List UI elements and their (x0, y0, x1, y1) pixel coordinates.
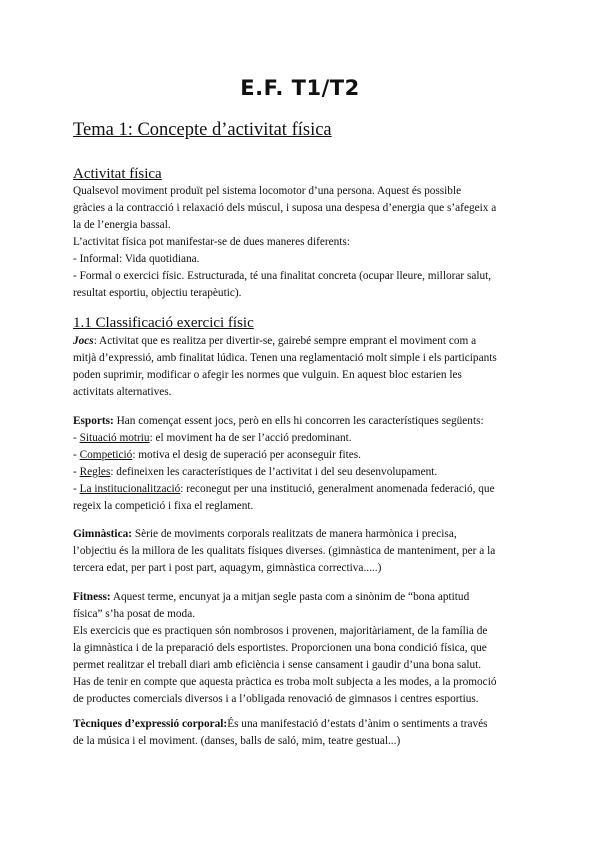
text-line: física” s’ha posat de moda. (73, 608, 196, 620)
list-item-text: : defineixen les característiques de l’activitat i del seu desenvolupament. (110, 466, 438, 478)
fitness-paragraph (73, 589, 533, 708)
text-line: Has de tenir en compte que aquesta pràctica es troba molt subjecta a les modes, a la promoció (73, 676, 497, 688)
document-title: E.F. T1/T2 (240, 76, 360, 100)
list-item-term: Regles (79, 466, 111, 478)
text-line: Els exercicis que es practiquen són nombrosos i provenen, majoritàriament, de la família de (73, 625, 488, 637)
list-item-text: : motiva el desig de superació per aconseguir fites. (132, 449, 361, 461)
text-line: L’activitat física pot manifestar-se de dues maneres diferents: (73, 236, 350, 248)
gimnastica-paragraph (73, 526, 533, 577)
text-line: la de l’energia bassal. (73, 219, 171, 231)
esports-first-line: Han començat essent jocs, però en ells hi concorren les característiques següents: (113, 415, 484, 427)
topic-heading: Tema 1: Concepte d’activitat física (73, 120, 332, 140)
list-item-term: Competició (79, 449, 133, 461)
gimnastica-first-line: Sèrie de moviments corporals realitzats de manera harmònica i precisa, (132, 528, 457, 540)
text-line: poden suprimir, modificar o afegir les normes que vulguin. En aquest bloc estarien les (73, 369, 462, 381)
text-line: de productes comercials diversos i a l’obligada renovació de gimnasos i centres esportius. (73, 693, 479, 705)
text-line: Qualsevol moviment produït pel sistema locomotor d’una persona. Aquest és possible (73, 185, 462, 197)
jocs-paragraph (73, 333, 533, 401)
text-line: l’objectiu és la millora de les qualitats físiques diverses. (gimnàstica de manteniment, per a la (73, 545, 496, 557)
activitat-paragraph (73, 183, 533, 302)
list-item-term: La institucionalització (79, 483, 181, 495)
text-line: permet realitzar el treball diari amb eficiència i sense cansament i gaudir d’una bona salut. (73, 659, 482, 671)
fitness-first-line: Aquest terme, encunyat ja a mitjan segle pasta com a sinònim de “bona aptitud (110, 591, 470, 603)
list-item-text: : reconegut per una institució, generalment anomenada federació, que (180, 483, 495, 495)
text-line: mitjà d’expressió, amb finalitat lúdica. Tenen una reglamentació molt simple i els participants (73, 352, 497, 364)
text-line: resultat esportiu, objectiu terapèutic). (73, 287, 242, 299)
jocs-term: Jocs (73, 335, 94, 347)
text-line: gràcies a la contracció i relaxació dels múscul, i suposa una despesa d’energia que s’afegeix a (73, 202, 497, 214)
tecniques-paragraph (73, 716, 533, 750)
fitness-term: Fitness: (73, 591, 111, 603)
text-line: - Informal: Vida quotidiana. (73, 253, 200, 265)
jocs-first-line: : Activitat que es realitza per divertir-se, gairebé sempre emprant el moviment com a (93, 335, 477, 347)
list-item-term: Situació motriu (79, 432, 150, 444)
esports-paragraph: Esports: Han començat essent jocs, però en ells hi concorren les característiques següents: - Situació motriu: el moviment ha de ser l’acció predominant. - Competició: motiva el desig de superació per aconseguir fites. - Regles: defineixen les característiques de l’activitat i del seu desenvolupament. - La institucionalització: reconegut per una institució, generalment anomenada federació, que regeix la competició i fixa el reglament. (73, 413, 533, 515)
section-heading-activitat: Activitat física (73, 166, 162, 182)
text-line: - Formal o exercici físic. Estructurada, té una finalitat concreta (ocupar lleure, millorar salut, (73, 270, 492, 282)
text-line: de la música i el moviment. (danses, balls de saló, mim, teatre gestual...) (73, 735, 401, 747)
tecniques-term: Tècniques d’expressió corporal: (73, 718, 228, 730)
text-line: regeix la competició i fixa el reglament. (73, 500, 254, 512)
text-line: tercera edat, per part i post part, aquagym, gimnàstica correctiva.....) (73, 562, 382, 574)
text-line: activitats alternatives. (73, 386, 172, 398)
esports-term: Esports: (73, 415, 114, 427)
text-line: la gimnàstica i de la preparació dels esportistes. Proporcionen una bona condició física, que (73, 642, 487, 654)
tecniques-first-line: És una manifestació d’estats d’ànim o sentiments a través (227, 718, 488, 730)
gimnastica-term: Gimnàstica: (73, 528, 132, 540)
section-heading-classificacio: 1.1 Classificació exercici físic (73, 315, 254, 331)
list-item-text: : el moviment ha de ser l’acció predominant. (149, 432, 352, 444)
